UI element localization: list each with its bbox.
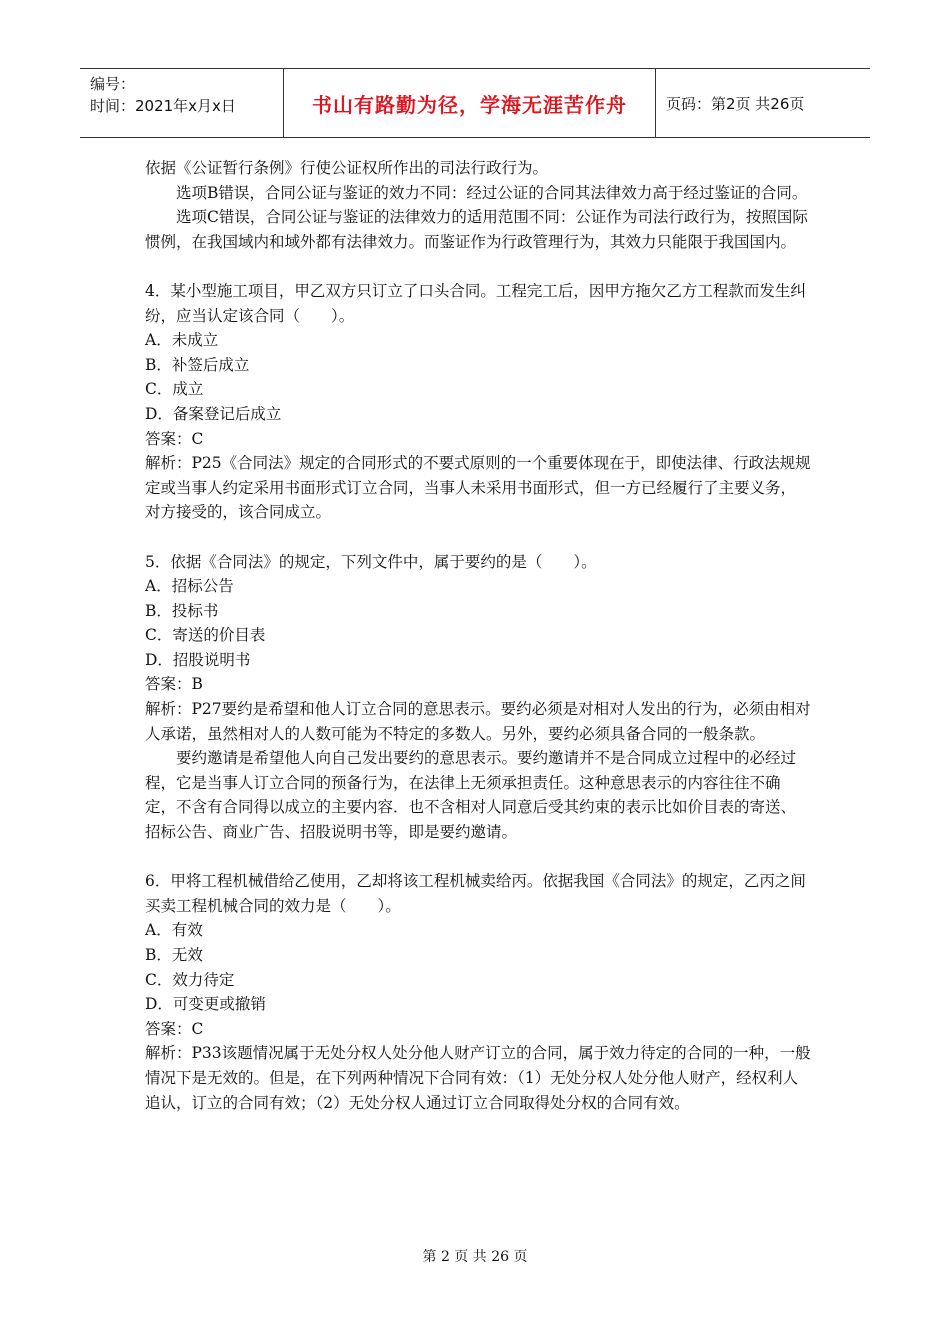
option: D．可变更或撤销	[145, 995, 266, 1014]
document-date: 时间：2021年x月x日	[90, 97, 236, 115]
question-stem: 4．某小型施工项目，甲乙双方只订立了口头合同。工程完工后，因甲方拖欠乙方工程款而发生纠纷，应当认定该合同（ ）。	[145, 281, 806, 325]
page-header	[80, 68, 870, 138]
answer: 答案：C	[145, 429, 204, 448]
option: D．招股说明书	[145, 650, 251, 669]
option: C．成立	[145, 380, 204, 399]
header-motto-cell	[283, 69, 656, 137]
analysis: 解析：P27要约是希望和他人订立合同的意思表示。要约必须是对相对人发出的行为，必须由相对人承诺，虽然相对人的人数可能为不特定的多数人。另外，要约必须具备合同的一般条款。	[145, 700, 811, 743]
question-6	[145, 869, 811, 1115]
analysis: 解析：P25《合同法》规定的合同形式的不要式原则的一个重要体现在于，即使法律、行政法规规定或当事人约定采用书面形式订立合同，当事人未采用书面形式，但一方已经履行了主要义务，对方接受的，该合同成立。	[145, 454, 811, 522]
page-footer	[0, 1246, 950, 1266]
answer: 答案：C	[145, 1019, 204, 1038]
document-body	[145, 156, 811, 1115]
question-5	[145, 550, 811, 845]
question-4	[145, 279, 811, 525]
analysis: 解析：P33该题情况属于无处分权人处分他人财产订立的合同，属于效力待定的合同的一种，一般情况下是无效的。但是，在下列两种情况下合同有效：（1）无处分权人处分他人财产，经权利人追认，订立的合同有效；（2）无处分权人通过订立合同取得处分权的合同有效。	[145, 1044, 811, 1112]
option: A．有效	[145, 921, 203, 940]
page-info-text: 页码：第2页 共26页	[666, 94, 805, 113]
question-stem: 5．依据《合同法》的规定，下列文件中，属于要约的是（ ）。	[145, 552, 597, 571]
option: A．未成立	[145, 331, 219, 350]
header-motto: 书山有路勤为径，学海无涯苦作舟	[312, 92, 627, 117]
analysis: 要约邀请是希望他人向自己发出要约的意思表示。要约邀请并不是合同成立过程中的必经过程，它是当事人订立合同的预备行为，在法律上无须承担责任。这种意思表示的内容往往不确定，不含有合同得以成立的主要内容．也不含相对人同意后受其约束的表示比如价目表的寄送、招标公告、商业广告、招股说明书等，即是要约邀请。	[145, 749, 797, 842]
option: D．备案登记后成立	[145, 404, 282, 423]
question-stem: 6．甲将工程机械借给乙使用，乙却将该工程机械卖给丙。依据我国《合同法》的规定，乙丙之间买卖工程机械合同的效力是（ ）。	[145, 872, 806, 915]
header-meta	[80, 69, 283, 137]
paragraph: 选项B错误，合同公证与鉴证的效力不同：经过公证的合同其法律效力高于经过鉴证的合同。	[176, 183, 808, 202]
option: C．效力待定	[145, 970, 235, 989]
option: B．投标书	[145, 601, 219, 620]
header-page-info	[656, 69, 870, 137]
option: B．无效	[145, 946, 203, 964]
option: B．补签后成立	[145, 355, 250, 374]
answer: 答案：B	[145, 675, 203, 694]
footer-page-number: 第 2 页 共 26 页	[422, 1249, 528, 1265]
paragraph: 选项C错误，合同公证与鉴证的法律效力的适用范围不同：公证作为司法行政行为，按照国际惯例，在我国域内和域外都有法律效力。而鉴证作为行政管理行为，其效力只能限于我国国内。	[145, 208, 808, 251]
paragraph: 依据《公证暂行条例》行使公证权所作出的司法行政行为。	[145, 159, 549, 177]
option: C．寄送的价目表	[145, 626, 266, 645]
option: A．招标公告	[145, 577, 234, 596]
document-number-label: 编号：	[90, 75, 136, 93]
